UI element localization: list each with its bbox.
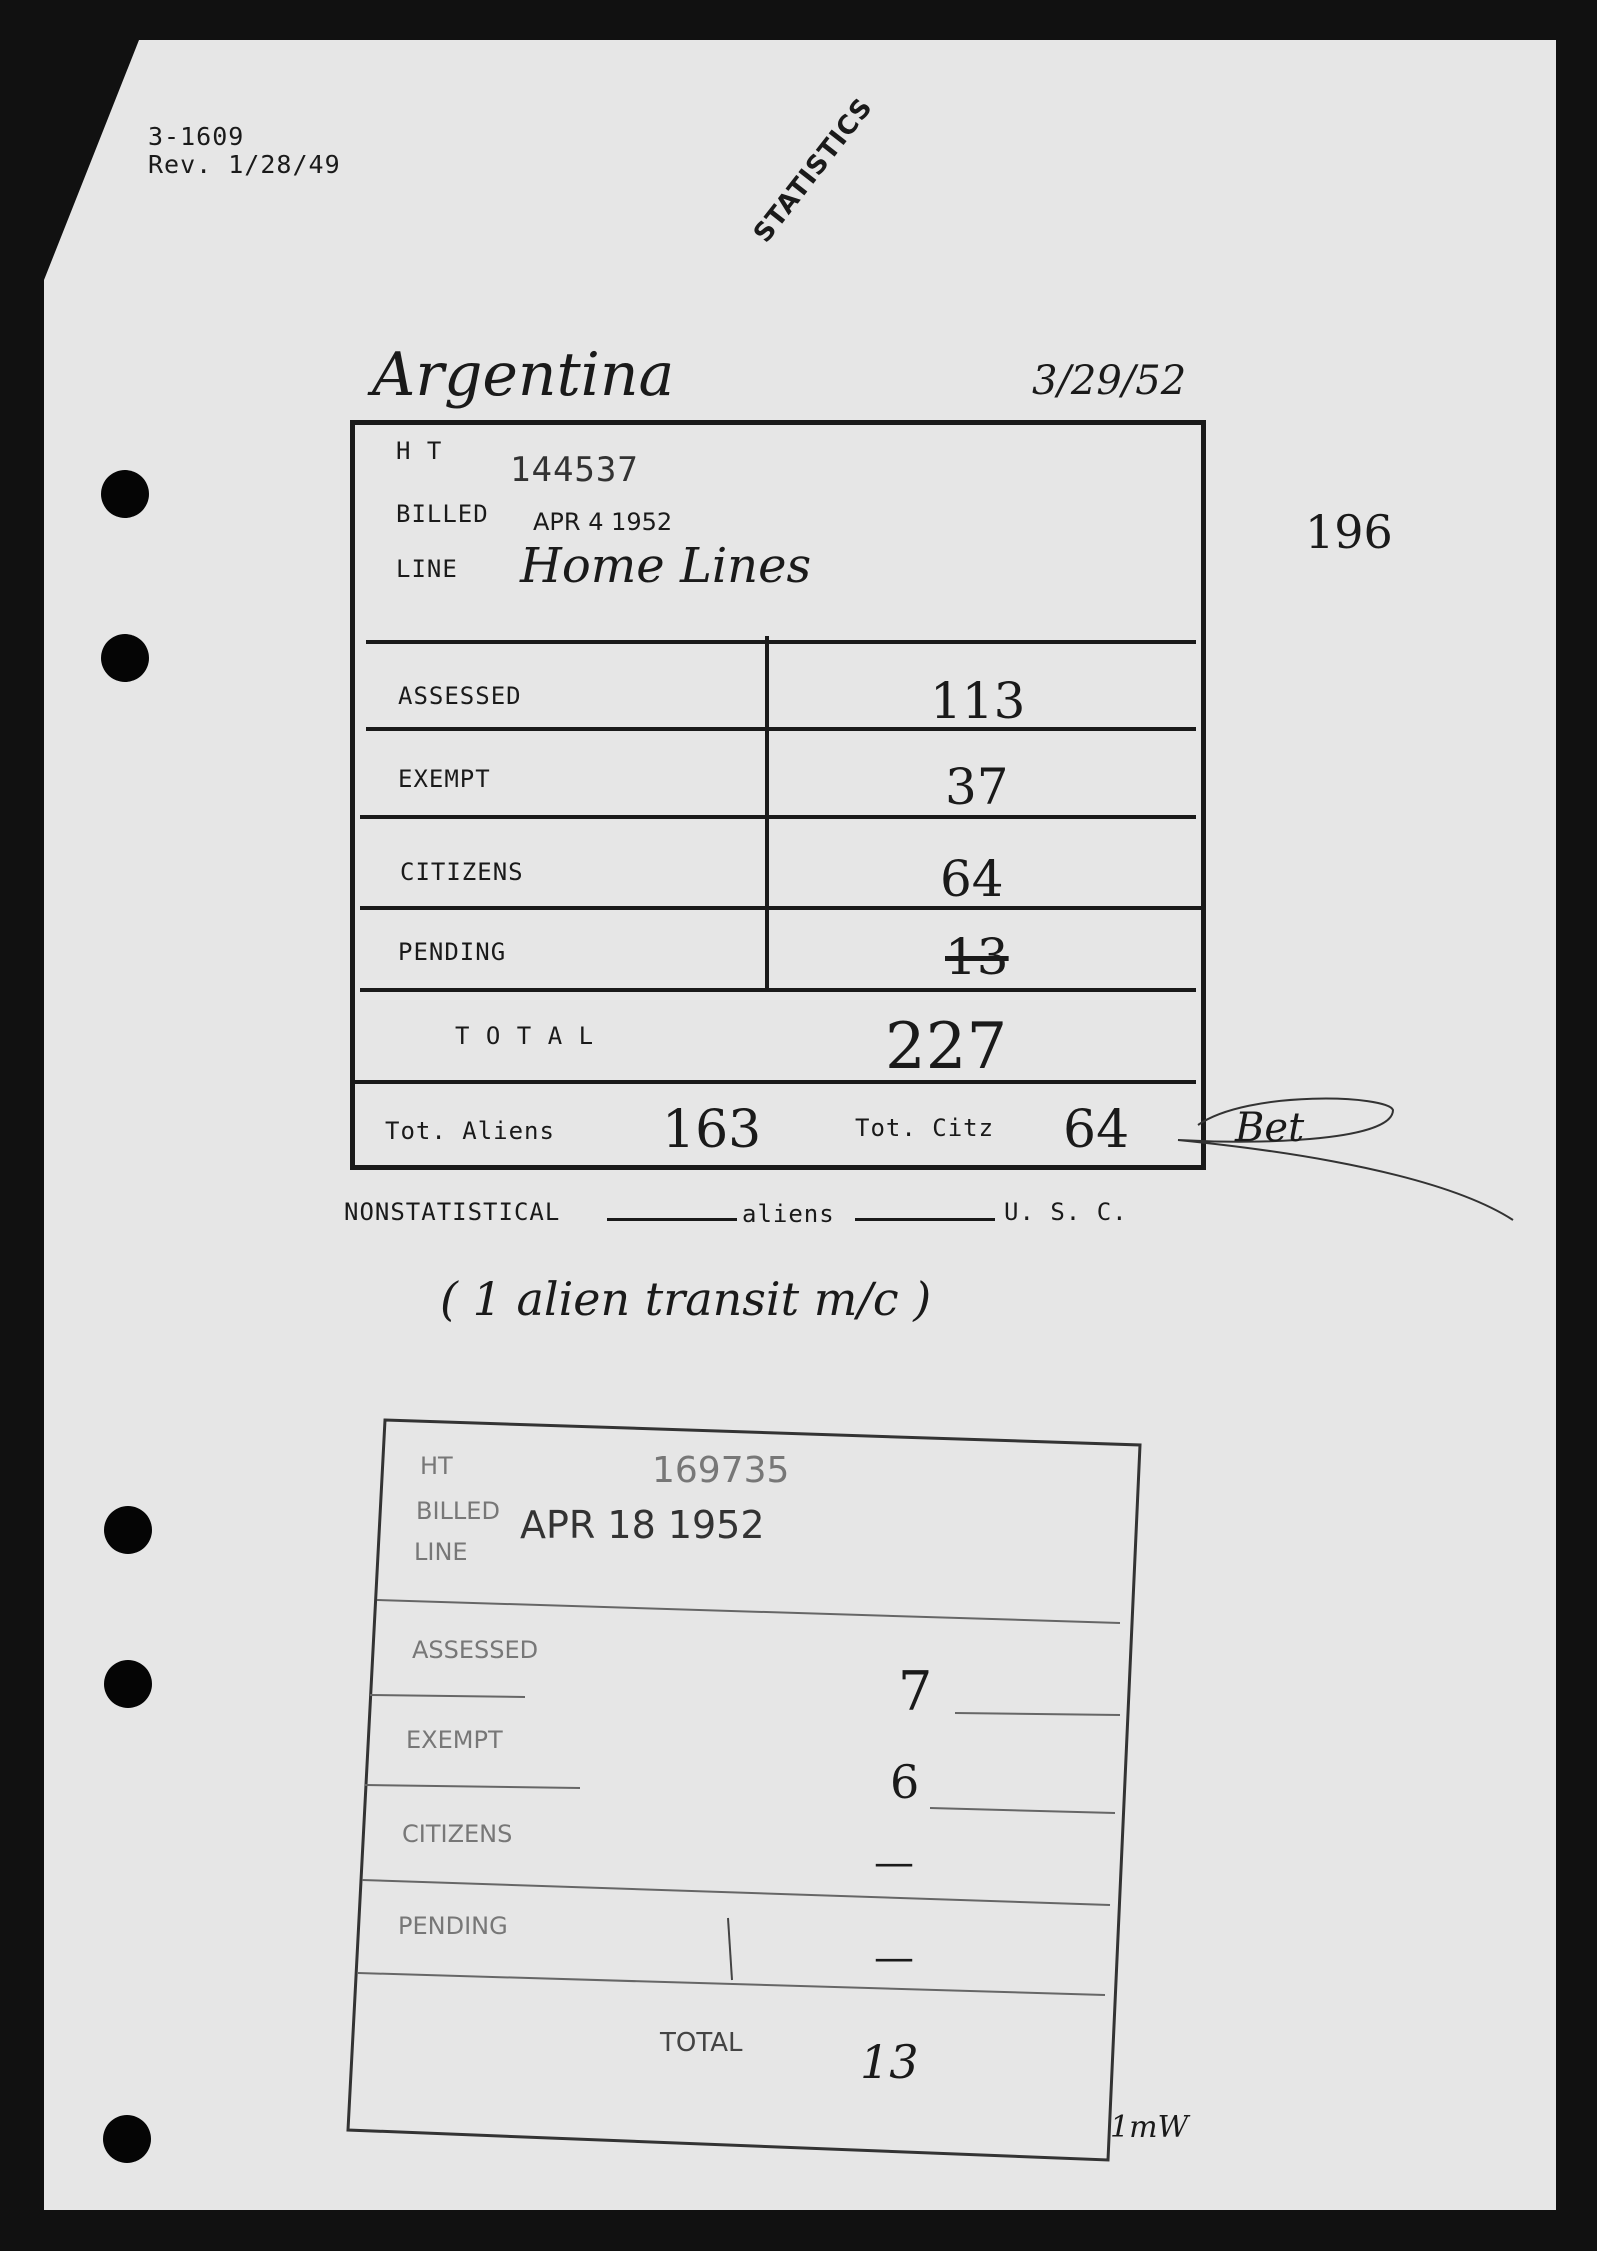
divider xyxy=(355,1080,1196,1084)
form-revision: Rev. 1/28/49 xyxy=(148,150,341,179)
row-value-assessed: 113 xyxy=(930,672,1026,730)
punch-hole xyxy=(103,2115,151,2163)
row-label-citizens: CITIZENS xyxy=(400,858,524,886)
card-1 xyxy=(350,420,1206,1170)
row-label-exempt: EXEMPT xyxy=(398,765,491,793)
row-label-pending: PENDING xyxy=(398,938,507,966)
initials: Bet xyxy=(1235,1105,1305,1151)
card2-row-label-exempt: EXEMPT xyxy=(406,1726,503,1754)
tot-aliens-value: 163 xyxy=(662,1100,762,1160)
ht-label: H T xyxy=(396,437,443,465)
tot-citz-label: Tot. Citz xyxy=(855,1114,995,1142)
card2-billed-label: BILLED xyxy=(416,1497,500,1525)
report-date: 3/29/52 xyxy=(1032,358,1187,404)
punch-hole xyxy=(101,470,149,518)
transit-note: ( 1 alien transit m/c ) xyxy=(440,1272,932,1326)
card2-billed-date: APR 18 1952 xyxy=(520,1503,765,1547)
line-value: Home Lines xyxy=(520,538,812,594)
nonstat-label: NONSTATISTICAL xyxy=(344,1198,561,1226)
nonstat-usc: U. S. C. xyxy=(1004,1198,1128,1226)
row-value-exempt: 37 xyxy=(945,758,1009,816)
card2-row-label-citizens: CITIZENS xyxy=(402,1820,513,1848)
card2-row-label-assessed: ASSESSED xyxy=(412,1636,539,1664)
row-label-assessed: ASSESSED xyxy=(398,682,522,710)
card2-row-value-citizens: — xyxy=(874,1840,914,1886)
initials-loop xyxy=(1168,1085,1528,1225)
line-label: LINE xyxy=(396,555,458,583)
card2-row-value-pending: — xyxy=(874,1935,914,1981)
card2-line-label: LINE xyxy=(414,1538,468,1566)
ht-value: 144537 xyxy=(510,450,639,490)
card2-total-label: TOTAL xyxy=(660,2028,743,2058)
row-value-citizens: 64 xyxy=(940,850,1004,908)
tot-aliens-label: Tot. Aliens xyxy=(385,1117,555,1145)
divider xyxy=(360,815,1196,819)
total-label: T O T A L xyxy=(455,1022,595,1050)
card2-initials: 1mW xyxy=(1110,2110,1189,2145)
divider xyxy=(366,727,1196,731)
blank-line xyxy=(855,1218,995,1221)
divider xyxy=(366,640,1196,644)
billed-label: BILLED xyxy=(396,500,489,528)
billed-date: APR 4 1952 xyxy=(533,508,673,536)
total-value: 227 xyxy=(885,1010,1008,1084)
nonstat-aliens: aliens xyxy=(742,1200,835,1228)
punch-hole xyxy=(104,1660,152,1708)
card2-row-value-assessed: 7 xyxy=(898,1660,933,1723)
card2-total-value: 13 xyxy=(860,2035,919,2089)
punch-hole xyxy=(101,634,149,682)
card2-row-value-exempt: 6 xyxy=(890,1755,920,1809)
card2-ht-label: HT xyxy=(420,1452,453,1480)
card2-row-label-pending: PENDING xyxy=(398,1912,508,1940)
row-value-pending: 13 xyxy=(945,928,1009,986)
divider xyxy=(360,988,1196,992)
folded-corner xyxy=(44,40,139,280)
blank-line xyxy=(607,1218,737,1221)
statistics-stamp: STATISTICS xyxy=(748,92,880,249)
divider xyxy=(360,906,1204,910)
form-number: 3-1609 xyxy=(148,122,245,151)
page-number: 196 xyxy=(1305,505,1393,559)
card2-ht-value: 169735 xyxy=(652,1450,790,1491)
column-divider xyxy=(765,636,769,988)
punch-hole xyxy=(104,1506,152,1554)
tot-citz-value: 64 xyxy=(1063,1100,1130,1160)
country-name: Argentina xyxy=(372,340,675,410)
